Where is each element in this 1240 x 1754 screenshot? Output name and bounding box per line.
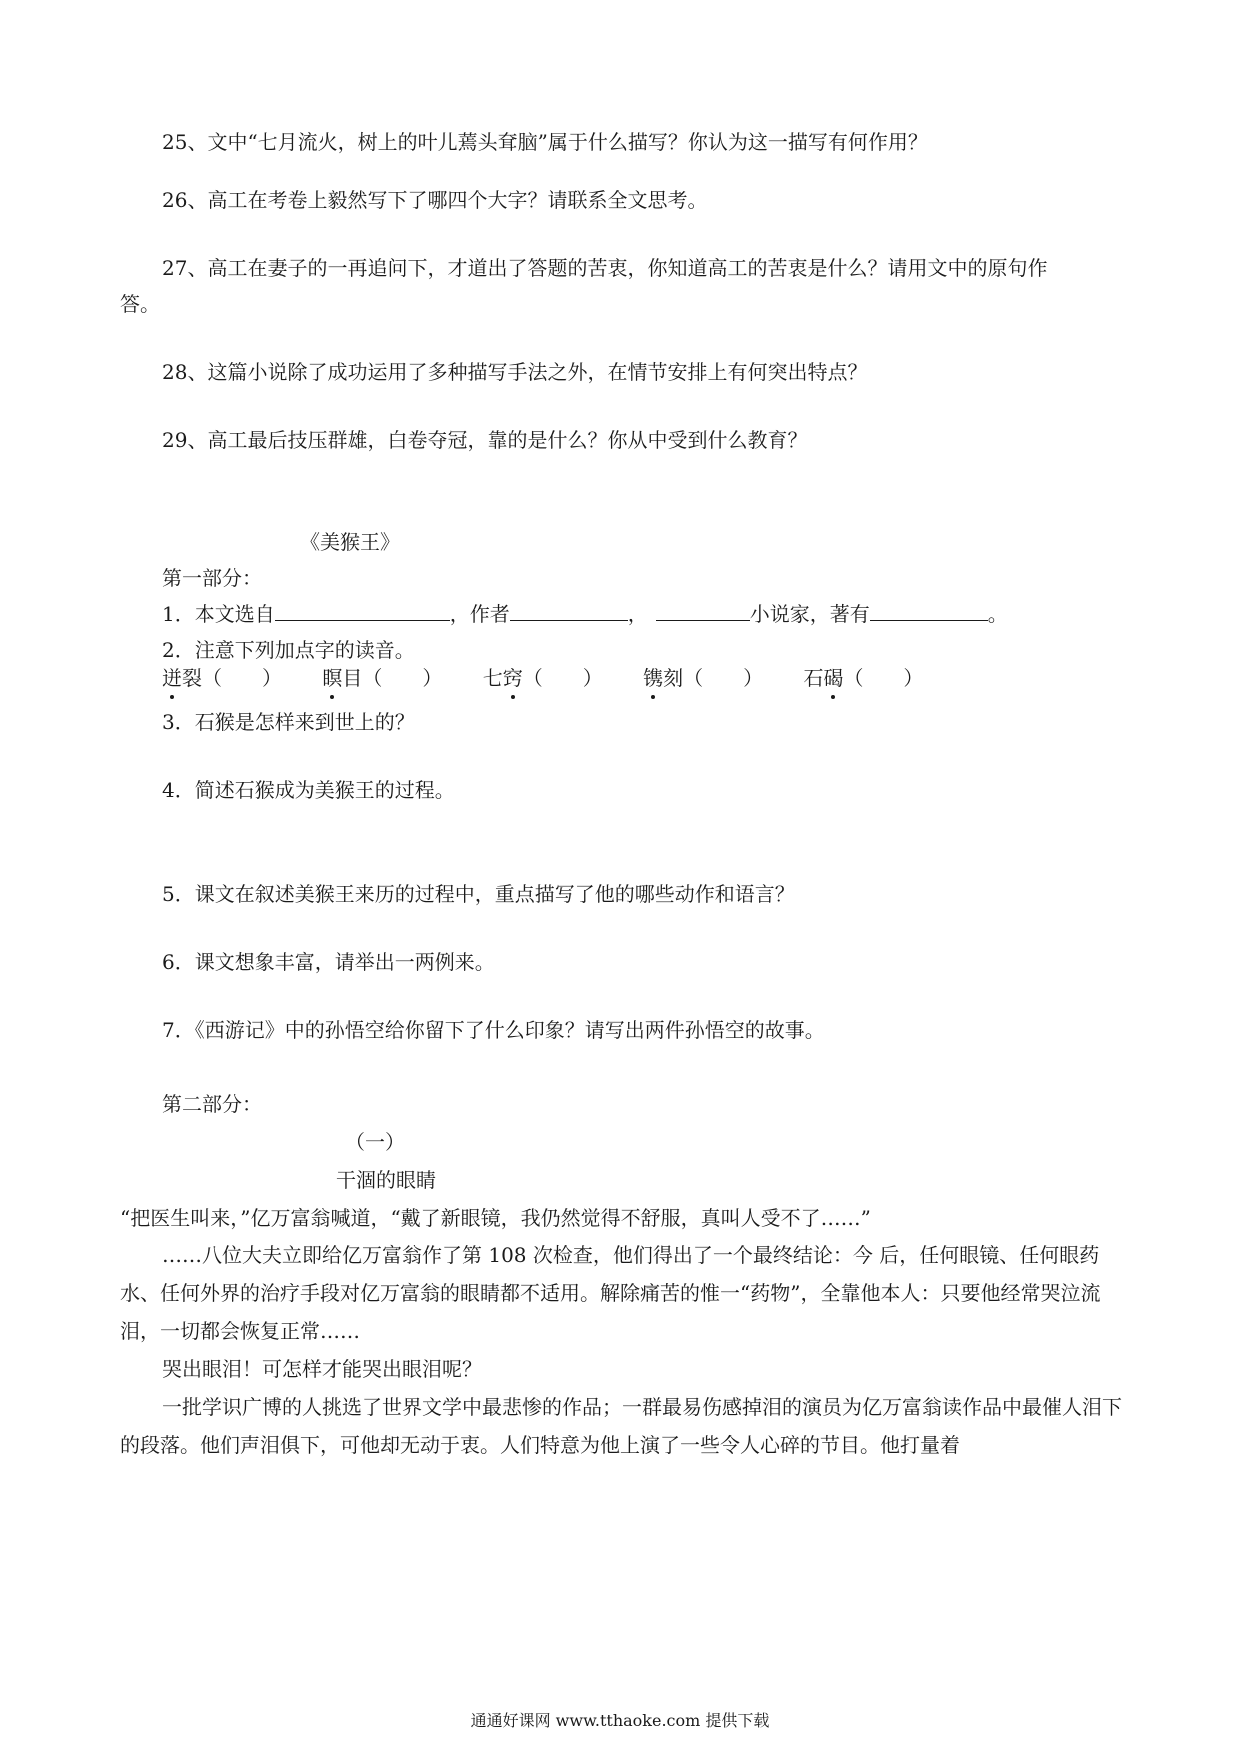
dotted-char: 镌: [643, 666, 664, 690]
story-number: （一）: [345, 1130, 405, 1154]
blank-era[interactable]: [656, 600, 750, 621]
question-2: 2．注意下列加点字的读音。: [162, 638, 415, 662]
question-26: 26、高工在考卷上毅然写下了哪四个大字？请联系全文思考。: [162, 188, 708, 212]
q1-sep1: ，作者: [449, 602, 510, 626]
dotted-char: 迸: [162, 666, 182, 690]
part-one-label: 第一部分：: [162, 566, 262, 590]
pron-rest: （ ）: [522, 666, 603, 690]
question-29: 29、高工最后技压群雄，白卷夺冠，靠的是什么？你从中受到什么教育？: [162, 428, 808, 452]
pron-pre: 七: [482, 666, 503, 690]
dotted-char: 瞑: [322, 666, 343, 690]
question-25: 25、文中“七月流火，树上的叶儿蔫头耷脑”属于什么描写？你认为这一描写有何作用？: [162, 130, 928, 154]
blank-author[interactable]: [510, 600, 628, 621]
page-footer: 通通好课网 www.tthaoke.com 提供下载: [470, 1711, 770, 1730]
pron-item: [643, 666, 763, 690]
pronunciation-items: [162, 664, 923, 692]
story-paragraph-3: 一批学识广博的人挑选了世界文学中最悲惨的作品；一群最易伤感掉泪的演员为亿万富翁读作品中最催人泪下的段落。他们声泪俱下，可他却无动于衷。人们特意为他上演了一些令人心碎的节目。他打量着: [120, 1395, 1122, 1457]
section-title: 《美猴王》: [300, 530, 400, 554]
pron-item: [322, 666, 442, 690]
story-first-line: “把医生叫来，”亿万富翁喊道，“戴了新眼镜，我仍然觉得不舒服，真叫人受不了……”: [120, 1206, 871, 1230]
pron-item: [162, 666, 282, 690]
q1-sep3: 小说家，著有: [749, 602, 870, 626]
dotted-char: 窍: [502, 666, 523, 690]
question-27: 27、高工在妻子的一再追问下，才道出了答题的苦衷，你知道高工的苦衷是什么？请用文中的原句作: [162, 256, 1048, 280]
pron-rest: （ ）: [843, 666, 924, 690]
q1-sep2: ，: [627, 602, 648, 626]
pron-rest: 目（ ）: [342, 666, 443, 690]
part-two-label: 第二部分：: [162, 1092, 262, 1116]
question-7: 7．《西游记》中的孙悟空给你留下了什么印象？请写出两件孙悟空的故事。: [162, 1018, 825, 1042]
question-6: 6．课文想象丰富，请举出一两例来。: [162, 950, 495, 974]
question-5: 5．课文在叙述美猴王来历的过程中，重点描写了他的哪些动作和语言？: [162, 882, 795, 906]
pron-rest: 裂（ ）: [182, 666, 282, 690]
pron-item: [803, 666, 923, 690]
story-paragraph-2: 哭出眼泪！可怎样才能哭出眼泪呢？: [162, 1357, 482, 1381]
question-1: [162, 600, 1008, 628]
pron-rest: 刻（ ）: [663, 666, 764, 690]
dotted-char: 碣: [823, 666, 844, 690]
blank-source[interactable]: [275, 600, 450, 621]
pron-item: [483, 666, 603, 690]
q1-prefix: 1．本文选自: [162, 602, 275, 626]
q1-end: 。: [987, 602, 1008, 626]
question-4: 4．简述石猴成为美猴王的过程。: [162, 778, 455, 802]
question-3: 3．石猴是怎样来到世上的？: [162, 710, 415, 734]
story-paragraph-1: ……八位大夫立即给亿万富翁作了第 108 次检查，他们得出了一个最终结论：今 后，任何眼镜、任何眼药水、任何外界的治疗手段对亿万富翁的眼睛都不适用。解除痛苦的惟一“药物”，全靠他本人：只要他经常哭泣流泪，一切都会恢复正常……: [120, 1243, 1101, 1343]
story-title: 干涸的眼睛: [336, 1168, 436, 1192]
question-27-continued: 答。: [120, 292, 160, 316]
blank-works[interactable]: [870, 600, 988, 621]
pron-pre: 石: [803, 666, 824, 690]
question-28: 28、这篇小说除了成功运用了多种描写手法之外，在情节安排上有何突出特点？: [162, 360, 868, 384]
